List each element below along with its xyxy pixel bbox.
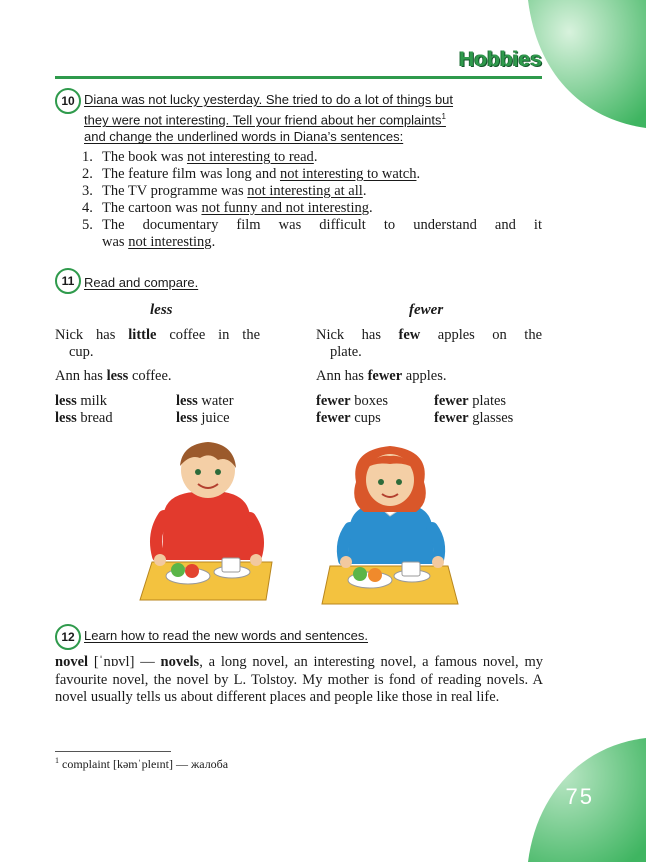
fewer-heading: fewer bbox=[409, 302, 444, 318]
section-title: Hobbies bbox=[459, 48, 542, 71]
less-sentence-2: Ann has less coffee. bbox=[55, 368, 172, 384]
list-item: 1. The book was not interesting to read. bbox=[82, 149, 318, 165]
less-heading: less bbox=[150, 302, 173, 318]
less-sentence-1: Nick has little coffee in the cup. bbox=[55, 327, 261, 360]
less-pair: less juice bbox=[176, 410, 230, 426]
vocabulary-paragraph bbox=[55, 654, 543, 707]
fewer-pair: fewer cups bbox=[316, 410, 381, 426]
exercise-10-list bbox=[82, 149, 542, 251]
header-divider bbox=[55, 76, 542, 79]
list-item-continuation: was not interesting. bbox=[102, 234, 216, 250]
exercise-12-badge: 12 bbox=[55, 624, 81, 650]
underlined-phrase: not interesting to watch bbox=[279, 166, 417, 182]
boy-illustration bbox=[138, 442, 276, 602]
girl-illustration bbox=[320, 442, 460, 607]
page-number: 75 bbox=[565, 784, 594, 809]
top-corner-decoration bbox=[528, 0, 646, 128]
headword: novel bbox=[55, 654, 89, 670]
fewer-pair: fewer boxes bbox=[316, 393, 389, 409]
exercise-10-instruction bbox=[84, 91, 544, 145]
list-item: 5. The documentary film was difficult to understand and it bbox=[82, 217, 542, 233]
plural-form: novels bbox=[160, 654, 200, 670]
fewer-pair: fewer plates bbox=[434, 393, 507, 409]
less-pair: less milk bbox=[55, 393, 107, 409]
underlined-phrase: not interesting at all bbox=[247, 183, 363, 199]
underlined-phrase: not funny and not interesting bbox=[201, 200, 369, 216]
fewer-pair: fewer glasses bbox=[434, 410, 514, 426]
less-pair: less bread bbox=[55, 410, 113, 426]
fewer-sentence-2: Ann has fewer apples. bbox=[316, 368, 447, 384]
exercise-12-instruction: Learn how to read the new words and sentences. bbox=[84, 628, 369, 643]
underlined-phrase: not interesting bbox=[128, 234, 212, 250]
fewer-sentence-1: Nick has few apples on the plate. bbox=[316, 327, 543, 360]
list-item: 3. The TV programme was not interesting at all. bbox=[82, 183, 367, 199]
less-pair: less water bbox=[176, 393, 234, 409]
underlined-phrase: not interesting to read bbox=[186, 149, 314, 165]
exercise-10-badge: 10 bbox=[55, 88, 81, 114]
instruction-line: Diana was not lucky yesterday. She tried to do a lot of things but bbox=[84, 92, 454, 107]
instruction-line: and change the underlined words in Diana’s sentences: bbox=[84, 129, 404, 145]
list-item: 4. The cartoon was not funny and not interesting. bbox=[82, 200, 373, 216]
instruction-line: they were not interesting. Tell your friend about her complaints$^1$ bbox=[84, 112, 446, 128]
footnote-divider bbox=[55, 751, 171, 752]
list-item: 2. The feature film was long and not interesting to watch. bbox=[82, 166, 421, 182]
exercise-11-instruction: Read and compare. bbox=[84, 275, 199, 290]
footnote-marker: 1 bbox=[441, 112, 446, 121]
transcription: [ˈnɒvl] — bbox=[88, 654, 161, 670]
exercise-11-badge: 11 bbox=[55, 268, 81, 294]
example-text: , a long novel, an interesting novel, a famous novel, my favourite novel, the novel by L. Tolstoy. My mother is fond of reading novels. A novel usually tells us about different places and people like those in real life. bbox=[55, 654, 543, 705]
footnote: $^1$ complaint [kəmˈpleɪnt] — жалоба bbox=[55, 756, 229, 771]
